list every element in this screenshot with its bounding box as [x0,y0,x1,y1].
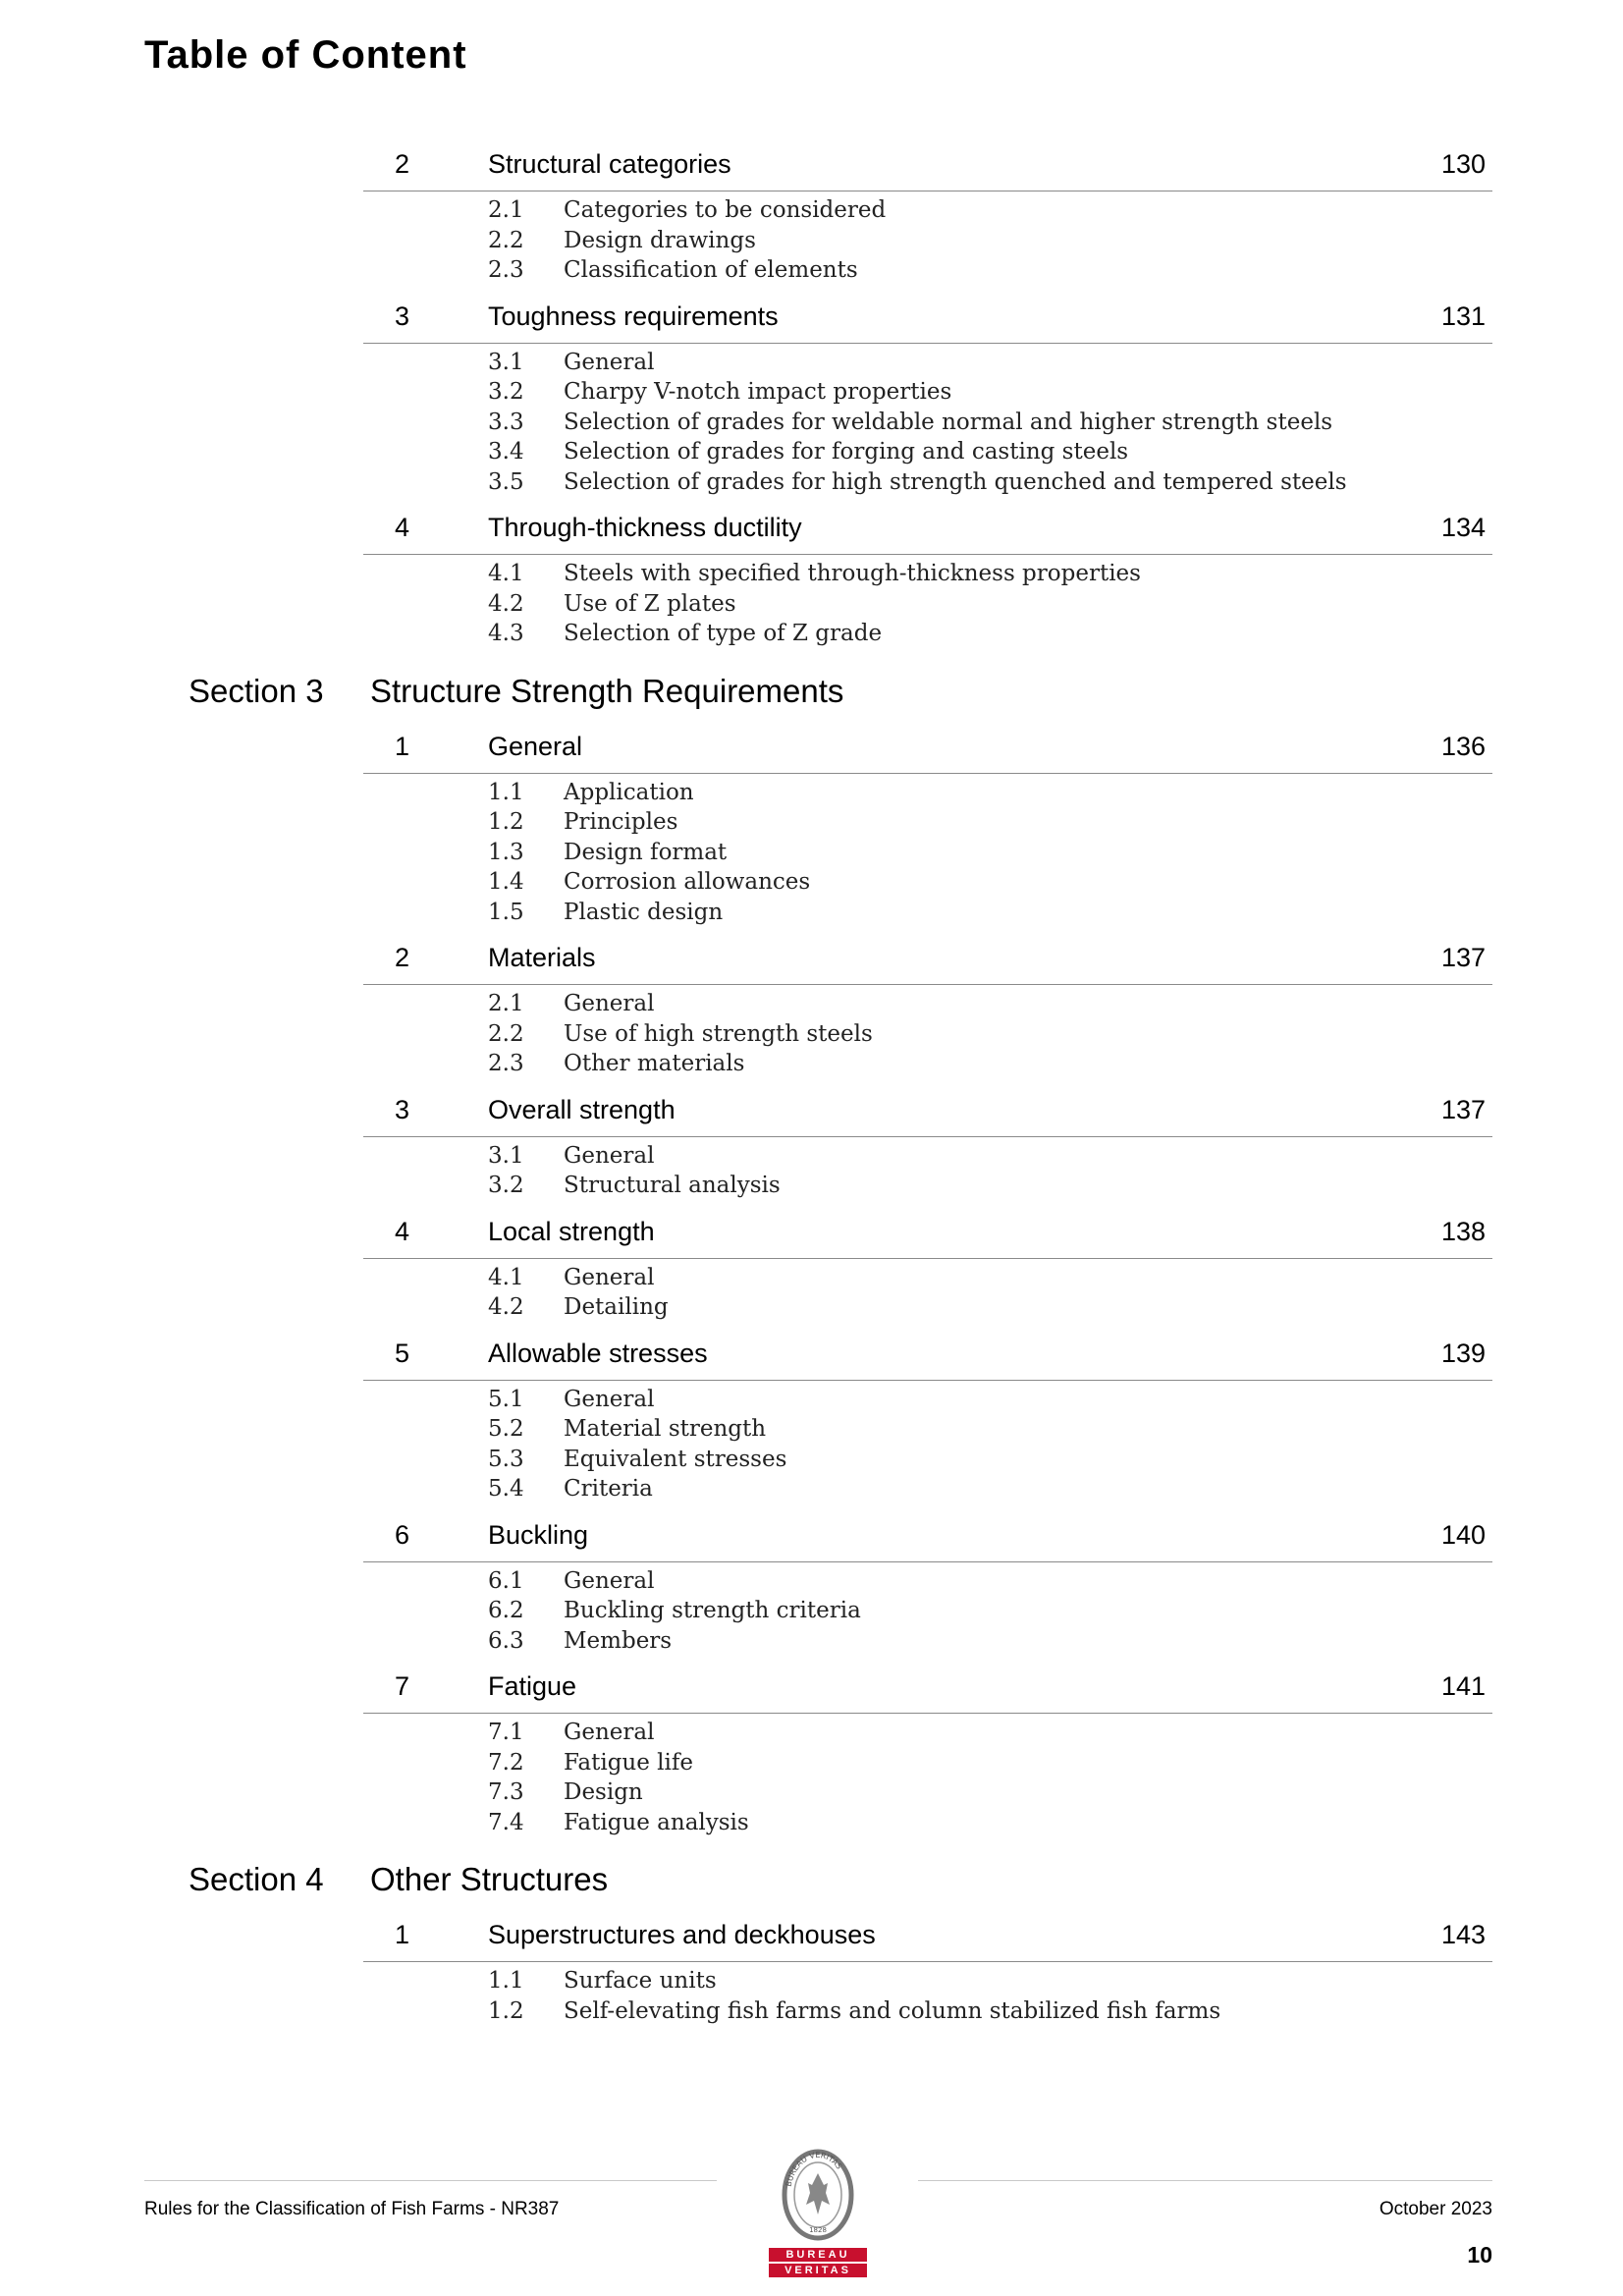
chapter-page: 140 [1440,1519,1486,1550]
subsection-number: 1.4 [488,869,524,895]
subsection-title[interactable]: General [564,1567,655,1594]
subsection-title[interactable]: Surface units [564,1968,717,1994]
chapter-page: 143 [1440,1920,1486,1949]
subsection-number: 3.1 [488,1142,524,1169]
subsection-entry[interactable] [488,228,1623,258]
chapter-num: 1 [395,1920,410,1949]
subsection-number: 5.4 [488,1476,524,1502]
subsection-number: 1.5 [488,899,524,925]
chapter-num: 6 [395,1519,410,1550]
chapter-page: 137 [1440,943,1486,972]
subsection-title[interactable]: Corrosion allowances [564,869,811,895]
subsection-number: 1.2 [488,1997,524,2024]
subsection-number: 2.1 [488,991,524,1016]
subsection-entry[interactable] [488,1810,1623,1840]
chapter-num: 4 [395,1216,410,1246]
chapter-entry[interactable] [363,1512,1492,1562]
subsection-title[interactable]: General [564,1142,655,1169]
subsection-entry[interactable] [488,1447,1623,1477]
subsection-title[interactable]: Detailing [564,1294,669,1320]
subsection-number: 3.2 [488,379,524,405]
footer-document-title: Rules for the Classification of Fish Farms - NR387 [144,2199,560,2219]
subsection-entry[interactable] [488,1968,1623,1998]
subsection-number: 3.1 [488,349,524,375]
subsection-title[interactable]: Selection of grades for forging and casting steels [564,439,1129,465]
subsection-entry[interactable] [488,1051,1623,1081]
subsection-number: 1.2 [488,809,524,835]
subsection-number: 6.2 [488,1598,524,1623]
subsection-title[interactable]: General [564,991,655,1016]
subsection-entry[interactable] [488,780,1623,810]
subsection-title[interactable]: Fatigue analysis [564,1809,749,1835]
subsection-title[interactable]: Members [564,1627,673,1654]
chapter-num: 5 [395,1338,410,1368]
subsection-entry[interactable] [488,439,1623,469]
subsection-number: 2.1 [488,197,524,223]
chapter-title[interactable]: Fatigue [488,1671,577,1701]
subsection-title[interactable]: Design drawings [564,227,756,253]
footer-divider-left [144,2180,717,2181]
subsection-number: 7.1 [488,1720,524,1745]
logo-figure [806,2173,830,2214]
subsection-entry[interactable] [488,1568,1623,1599]
subsection-list [488,774,1623,932]
page-number: 10 [1467,2242,1492,2268]
page-title: Table of Content [144,33,467,77]
subsection-list [488,1962,1623,2030]
subsection-entry[interactable] [488,621,1623,651]
chapter-title[interactable]: Allowable stresses [488,1338,708,1368]
chapter-num: 2 [395,149,410,179]
subsection-title[interactable]: Application [564,779,694,805]
subsection-entry[interactable] [488,840,1623,870]
section-title[interactable]: Other Structures [370,1861,609,1897]
subsection-title[interactable]: Selection of grades for weldable normal and higher strength steels [564,409,1333,435]
subsection-entry[interactable] [488,1416,1623,1447]
subsection-title[interactable]: General [564,1386,655,1412]
section-heading [0,1861,1623,1908]
table-of-contents [0,137,1623,2030]
chapter-entry[interactable] [363,1912,1492,1962]
chapter-entry[interactable] [363,141,1492,191]
logo-ring-text: BUREAU VERITAS [784,2150,844,2188]
subsection-number: 2.2 [488,227,524,253]
subsection-title[interactable]: General [564,349,655,375]
subsection-title[interactable]: Use of Z plates [564,590,736,617]
subsection-title[interactable]: Charpy V-notch impact properties [564,379,952,405]
chapter-num: 7 [395,1671,410,1701]
subsection-entry[interactable] [488,1779,1623,1810]
subsection-title[interactable]: Selection of grades for high strength quenched and tempered steels [564,468,1347,495]
subsection-list [488,1714,1623,1841]
subsection-number: 3.2 [488,1173,524,1198]
subsection-number: 6.1 [488,1567,524,1594]
subsection-title[interactable]: General [564,1720,655,1745]
chapter-page: 130 [1440,149,1486,179]
chapter-page: 136 [1440,731,1486,761]
chapter-title[interactable]: Overall strength [488,1094,676,1124]
chapter-entry[interactable] [363,505,1492,555]
subsection-entry[interactable] [488,869,1623,900]
subsection-title[interactable]: Other materials [564,1051,745,1076]
footer-divider-right [918,2180,1492,2181]
subsection-number: 7.4 [488,1809,524,1835]
subsection-title[interactable]: Plastic design [564,899,724,925]
subsection-title[interactable]: Classification of elements [564,257,858,283]
subsection-title[interactable]: Design format [564,839,728,865]
subsection-title[interactable]: Buckling strength criteria [564,1598,861,1623]
subsection-number: 5.3 [488,1446,524,1472]
subsection-entry[interactable] [488,809,1623,840]
chapter-title[interactable]: Toughness requirements [488,301,779,331]
subsection-title[interactable]: General [564,1264,655,1290]
chapter-num: 4 [395,513,410,542]
subsection-title[interactable]: Principles [564,809,678,835]
subsection-number: 1.3 [488,839,524,865]
chapter-num: 2 [395,943,410,972]
subsection-entry[interactable] [488,1294,1623,1325]
subsection-entry[interactable] [488,469,1623,500]
chapter-page: 138 [1440,1216,1486,1246]
subsection-number: 2.3 [488,257,524,283]
subsection-number: 6.3 [488,1627,524,1654]
subsection-number: 4.1 [488,1264,524,1290]
subsection-title[interactable]: Steels with specified through-thickness properties [564,561,1141,586]
subsection-number: 5.2 [488,1416,524,1442]
subsection-title[interactable]: Categories to be considered [564,197,887,223]
chapter-entry[interactable] [363,1664,1492,1714]
subsection-entry[interactable] [488,1021,1623,1052]
chapter-entry[interactable] [363,1331,1492,1381]
subsection-title[interactable]: Fatigue life [564,1749,694,1776]
subsection-entry[interactable] [488,197,1623,228]
subsection-entry[interactable] [488,1628,1623,1659]
subsection-list [488,1562,1623,1661]
subsection-entry[interactable] [488,1143,1623,1174]
chapter-entry[interactable] [363,1087,1492,1137]
subsection-entry[interactable] [488,1265,1623,1295]
chapter-title[interactable]: Structural categories [488,149,731,179]
footer-date: October 2023 [1379,2199,1492,2219]
subsection-title[interactable]: Material strength [564,1416,767,1442]
subsection-number: 1.1 [488,1968,524,1994]
subsection-number: 4.2 [488,590,524,617]
subsection-number: 7.3 [488,1779,524,1805]
chapter-page: 137 [1440,1094,1486,1124]
subsection-title[interactable]: Structural analysis [564,1173,781,1198]
subsection-list [488,191,1623,290]
subsection-list [488,1259,1623,1327]
section-title[interactable]: Structure Strength Requirements [370,672,844,709]
chapter-page: 141 [1440,1671,1486,1701]
chapter-num: 3 [395,301,410,331]
subsection-entry[interactable] [488,991,1623,1021]
chapter-title[interactable]: Superstructures and deckhouses [488,1920,876,1949]
subsection-entry[interactable] [488,350,1623,380]
subsection-number: 5.1 [488,1386,524,1412]
subsection-entry[interactable] [488,1387,1623,1417]
section-label: Section 3 [189,672,324,709]
subsection-title[interactable]: Use of high strength steels [564,1020,873,1047]
subsection-entry[interactable] [488,561,1623,591]
chapter-page: 131 [1440,301,1486,331]
subsection-title[interactable]: Equivalent stresses [564,1446,787,1472]
subsection-number: 3.5 [488,468,524,495]
chapter-page: 134 [1440,513,1486,542]
subsection-number: 4.3 [488,621,524,646]
subsection-entry[interactable] [488,1720,1623,1750]
subsection-list [488,985,1623,1083]
subsection-entry[interactable] [488,1750,1623,1780]
subsection-entry[interactable] [488,1173,1623,1203]
subsection-number: 3.4 [488,439,524,465]
subsection-entry[interactable] [488,1476,1623,1506]
chapter-page: 139 [1440,1338,1486,1368]
subsection-entry[interactable] [488,591,1623,622]
chapter-entry[interactable] [363,1209,1492,1259]
section-heading [0,673,1623,720]
subsection-entry[interactable] [488,410,1623,440]
subsection-number: 1.1 [488,779,524,805]
chapter-entry[interactable] [363,294,1492,344]
subsection-number: 2.3 [488,1051,524,1076]
logo-wordmark-bottom: VERITAS [769,2264,867,2277]
chapter-title[interactable]: General [488,731,583,761]
chapter-num: 3 [395,1094,410,1124]
chapter-title[interactable]: Local strength [488,1216,655,1246]
subsection-number: 7.2 [488,1749,524,1776]
chapter-entry[interactable] [363,724,1492,774]
subsection-entry[interactable] [488,257,1623,288]
subsection-entry[interactable] [488,1998,1623,2029]
logo-wordmark-top: BUREAU [769,2248,867,2262]
subsection-number: 4.1 [488,561,524,586]
logo-year: 1828 [809,2226,827,2234]
subsection-title[interactable]: Self-elevating fish farms and column stabilized fish farms [564,1997,1221,2024]
subsection-title[interactable]: Design [564,1779,643,1805]
subsection-entry[interactable] [488,900,1623,930]
subsection-title[interactable]: Selection of type of Z grade [564,621,883,646]
section-label: Section 4 [189,1861,324,1897]
subsection-title[interactable]: Criteria [564,1476,653,1502]
subsection-number: 3.3 [488,409,524,435]
chapter-title[interactable]: Buckling [488,1519,589,1550]
subsection-list [488,1381,1623,1508]
subsection-number: 2.2 [488,1020,524,1047]
subsection-number: 4.2 [488,1294,524,1320]
subsection-entry[interactable] [488,379,1623,410]
subsection-list [488,344,1623,502]
chapter-num: 1 [395,731,410,761]
chapter-title[interactable]: Materials [488,943,596,972]
subsection-list [488,555,1623,653]
subsection-entry[interactable] [488,1598,1623,1628]
subsection-list [488,1137,1623,1205]
chapter-entry[interactable] [363,935,1492,985]
chapter-title[interactable]: Through-thickness ductility [488,513,802,542]
